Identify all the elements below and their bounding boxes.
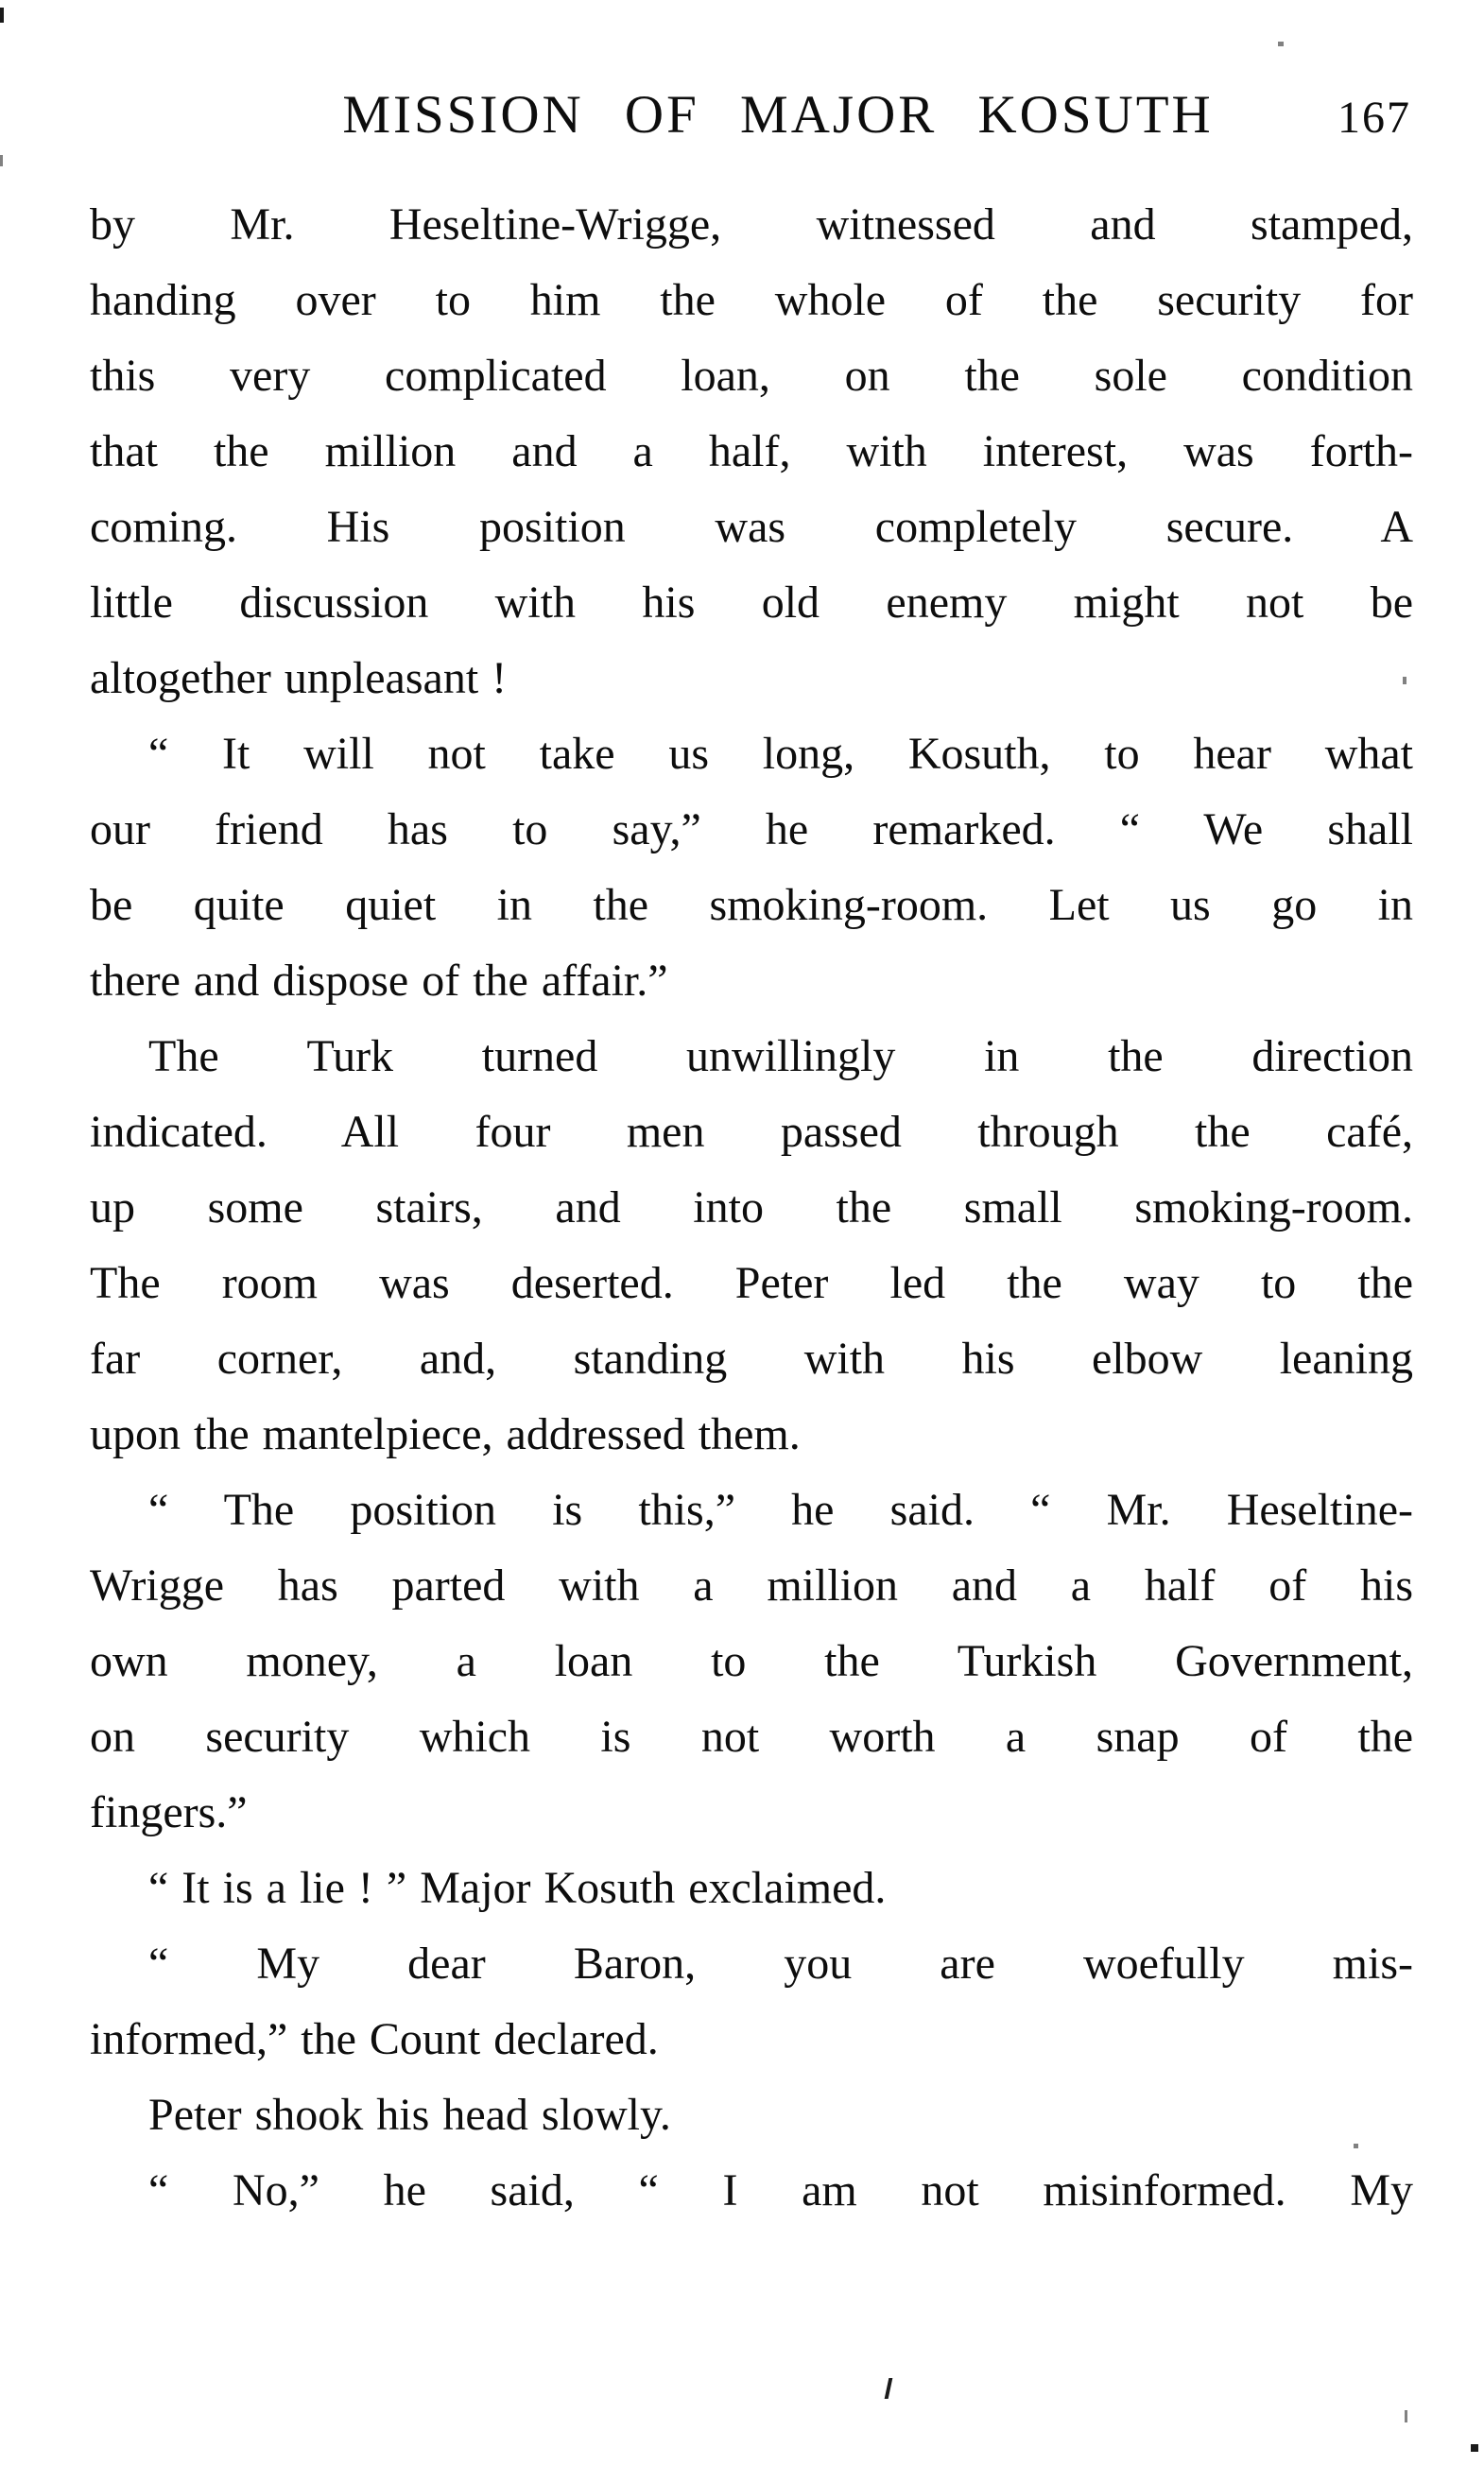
text-line: handing over to him the whole of the security for bbox=[90, 275, 1413, 325]
scan-speck bbox=[1278, 42, 1284, 46]
text-line: on security which is not worth a snap of the bbox=[90, 1712, 1413, 1762]
scan-speck bbox=[1403, 677, 1406, 684]
text-line: “ It is a lie ! ” Major Kosuth exclaimed. bbox=[148, 1863, 887, 1913]
text-line: far corner, and, standing with his elbow leaning bbox=[90, 1334, 1413, 1384]
body-text bbox=[90, 187, 1413, 2229]
text-line: Peter shook his head slowly. bbox=[148, 2090, 671, 2140]
text-line: up some stairs, and into the small smoking-room. bbox=[90, 1182, 1413, 1232]
text-line: informed,” the Count declared. bbox=[90, 2014, 659, 2064]
text-line: there and dispose of the affair.” bbox=[90, 956, 668, 1006]
text-line: our friend has to say,” he remarked. “ We shall bbox=[90, 804, 1413, 854]
text-line: coming. His position was completely secure. A bbox=[90, 502, 1413, 552]
page-number: 167 bbox=[1337, 93, 1411, 143]
text-line: this very complicated loan, on the sole condition bbox=[90, 351, 1413, 401]
text-line: little discussion with his old enemy might not be bbox=[90, 577, 1413, 628]
text-line: The Turk turned unwillingly in the direction bbox=[148, 1031, 1413, 1081]
text-line: upon the mantelpiece, addressed them. bbox=[90, 1409, 801, 1459]
text-line: fingers.” bbox=[90, 1787, 248, 1837]
text-line: own money, a loan to the Turkish Government, bbox=[90, 1636, 1413, 1686]
page-header bbox=[90, 79, 1413, 155]
scan-speck bbox=[885, 2378, 893, 2399]
scan-speck bbox=[1354, 2144, 1358, 2148]
scan-speck bbox=[1471, 2444, 1478, 2452]
running-title: MISSION OF MAJOR KOSUTH bbox=[342, 85, 1214, 145]
text-line: The room was deserted. Peter led the way to the bbox=[90, 1258, 1413, 1308]
text-line: be quite quiet in the smoking-room. Let us go in bbox=[90, 880, 1413, 930]
text-line: “ The position is this,” he said. “ Mr. Heseltine- bbox=[148, 1485, 1413, 1535]
scan-speck bbox=[0, 8, 4, 23]
text-line: by Mr. Heseltine-Wrigge, witnessed and stamped, bbox=[90, 199, 1413, 250]
text-line: “ My dear Baron, you are woefully mis- bbox=[148, 1939, 1413, 1989]
text-line: that the million and a half, with interest, was forth- bbox=[90, 426, 1413, 476]
text-line: Wrigge has parted with a million and a half of his bbox=[90, 1560, 1413, 1611]
text-line: indicated. All four men passed through the café, bbox=[90, 1107, 1413, 1157]
text-line: “ It will not take us long, Kosuth, to hear what bbox=[148, 729, 1413, 779]
text-line: altogether unpleasant ! bbox=[90, 653, 508, 703]
scan-speck bbox=[0, 155, 3, 166]
scan-speck bbox=[1405, 2410, 1407, 2422]
text-line: “ No,” he said, “ I am not misinformed. My bbox=[148, 2165, 1413, 2215]
